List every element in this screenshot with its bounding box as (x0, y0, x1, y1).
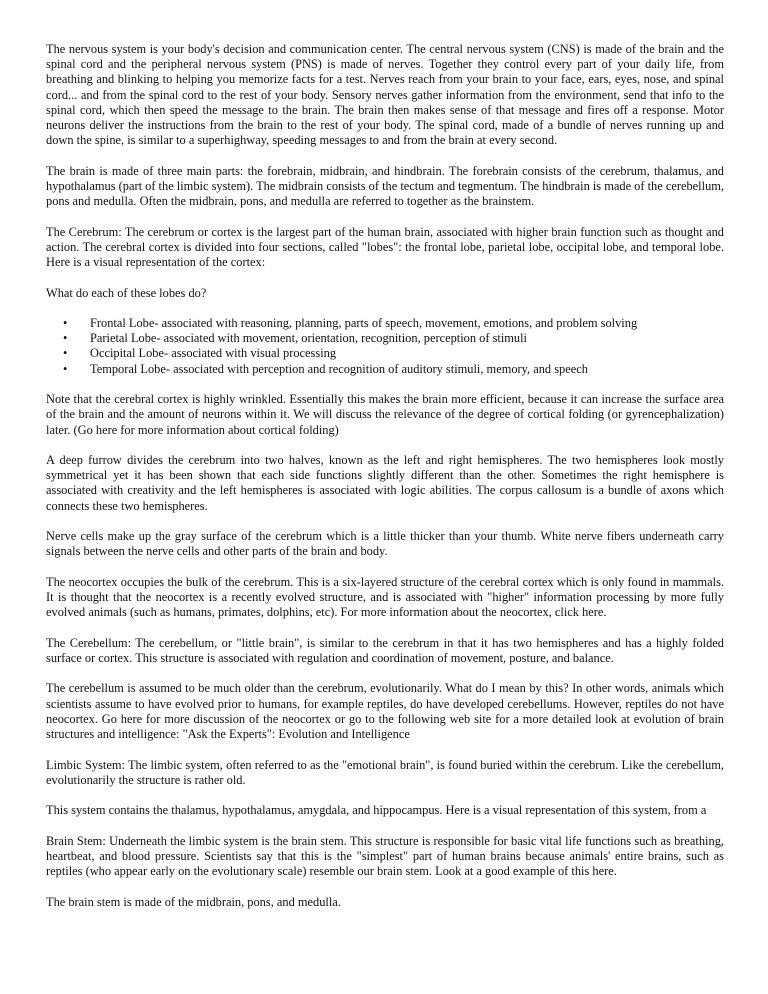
bullet-icon: • (63, 361, 68, 376)
bullet-icon: • (63, 331, 68, 346)
bullet-icon: • (63, 346, 68, 361)
list-item (63, 331, 724, 346)
paragraph-brain-stem: Brain Stem: Underneath the limbic system is the brain stem. This structure is responsible for basic vital life functions such as breathing, heartbeat, and blood pressure. Scientists say that this is the "simplest" part of human brains because animals' entire brains, such as reptiles (who appear early on the evolutionary scale) resemble our brain stem. Look at a good example of this here. (46, 833, 724, 879)
document-page (46, 42, 724, 925)
paragraph-brain-stem-parts: The brain stem is made of the midbrain, pons, and medulla. (46, 894, 341, 909)
paragraph-hemispheres: A deep furrow divides the cerebrum into two halves, known as the left and right hemispheres. The two hemispheres look mostly symmetrical yet it has been shown that each side functions slightly different than the other. Sometimes the right hemisphere is associated with creativity and the left hemispheres is associated with logic abilities. The corpus callosum is a bundle of axons which connects these two hemispheres. (46, 453, 724, 513)
paragraph-cerebellum-evolution: The cerebellum is assumed to be much older than the cerebrum, evolutionarily. What do I mean by this? In other words, animals which scientists assume to have evolved prior to humans, for example reptiles, do have developed cerebellums. However, reptiles do not have neocortex. Go here for more discussion of the neocortex or go to the following web site for a more detailed look at evolution of brain structures and intelligence: "Ask the Experts": Evolution and Intelligence (46, 681, 724, 742)
list-item (63, 346, 724, 361)
list-item-text: Temporal Lobe- associated with perception and recognition of auditory stimuli, memory, and speech (90, 361, 588, 376)
paragraph-nervous-system: The nervous system is your body's decision and communication center. The central nervous system (CNS) is made of the brain and the spinal cord and the peripheral nervous system (PNS) is made of nerves. Together they control every part of your daily life, from breathing and blinking to helping you memorize facts for a test. Nerves reach from your brain to your face, ears, eyes, nose, and spinal cord... and from the spinal cord to the rest of your body. Sensory nerves gather information from the environment, send that info to the spinal cord, which then speed the message to the brain. The brain then makes sense of that message and fires off a response. Motor neurons deliver the instructions from the brain to the rest of your body. The spinal cord, made of a bundle of nerves running up and down the spine, is similar to a superhighway, speeding messages to and from the brain at every second. (46, 42, 724, 148)
list-item (63, 316, 724, 331)
list-item (63, 361, 724, 377)
list-item-text: Frontal Lobe- associated with reasoning, planning, parts of speech, movement, emotions, and problem solving (90, 316, 638, 331)
paragraph-limbic-contents: This system contains the thalamus, hypothalamus, amygdala, and hippocampus. Here is a visual representation of this system, from a (46, 803, 707, 818)
paragraph-lobes-question: What do each of these lobes do? (46, 285, 207, 300)
list-item-text: Parietal Lobe- associated with movement, orientation, recognition, perception of stimuli (90, 331, 527, 346)
list-item-text: Occipital Lobe- associated with visual processing (90, 346, 337, 361)
paragraph-brain-parts: The brain is made of three main parts: the forebrain, midbrain, and hindbrain. The forebrain consists of the cerebrum, thalamus, and hypothalamus (part of the limbic system). The midbrain consists of the tectum and tegmentum. The hindbrain is made of the cerebellum, pons and medulla. Often the midbrain, pons, and medulla are referred to together as the brainstem. (46, 163, 724, 209)
bullet-icon: • (63, 316, 68, 331)
paragraph-cerebrum: The Cerebrum: The cerebrum or cortex is the largest part of the human brain, associated with higher brain function such as thought and action. The cerebral cortex is divided into four sections, called "lobes": the frontal lobe, parietal lobe, occipital lobe, and temporal lobe. Here is a visual representation of the cortex: (46, 224, 724, 270)
paragraph-cerebellum: The Cerebellum: The cerebellum, or "little brain", is similar to the cerebrum in that it has two hemispheres and has a highly folded surface or cortex. This structure is associated with regulation and coordination of movement, posture, and balance. (46, 635, 724, 665)
paragraph-limbic-system: Limbic System: The limbic system, often referred to as the "emotional brain", is found buried within the cerebrum. Like the cerebellum, evolutionarily the structure is rather old. (46, 757, 724, 787)
paragraph-nerve-cells: Nerve cells make up the gray surface of the cerebrum which is a little thicker than your thumb. White nerve fibers underneath carry signals between the nerve cells and other parts of the brain and body. (46, 529, 724, 559)
paragraph-cortical-folding: Note that the cerebral cortex is highly wrinkled. Essentially this makes the brain more efficient, because it can increase the surface area of the brain and the amount of neurons within it. We will discuss the relevance of the degree of cortical folding (or gyrencephalization) later. (Go here for more information about cortical folding) (46, 392, 724, 437)
paragraph-neocortex: The neocortex occupies the bulk of the cerebrum. This is a six-layered structure of the cerebral cortex which is only found in mammals. It is thought that the neocortex is a recently evolved structure, and is associated with "higher" information processing by more fully evolved animals (such as humans, primates, dolphins, etc). For more information about the neocortex, click here. (46, 574, 724, 620)
lobes-list (46, 316, 724, 377)
